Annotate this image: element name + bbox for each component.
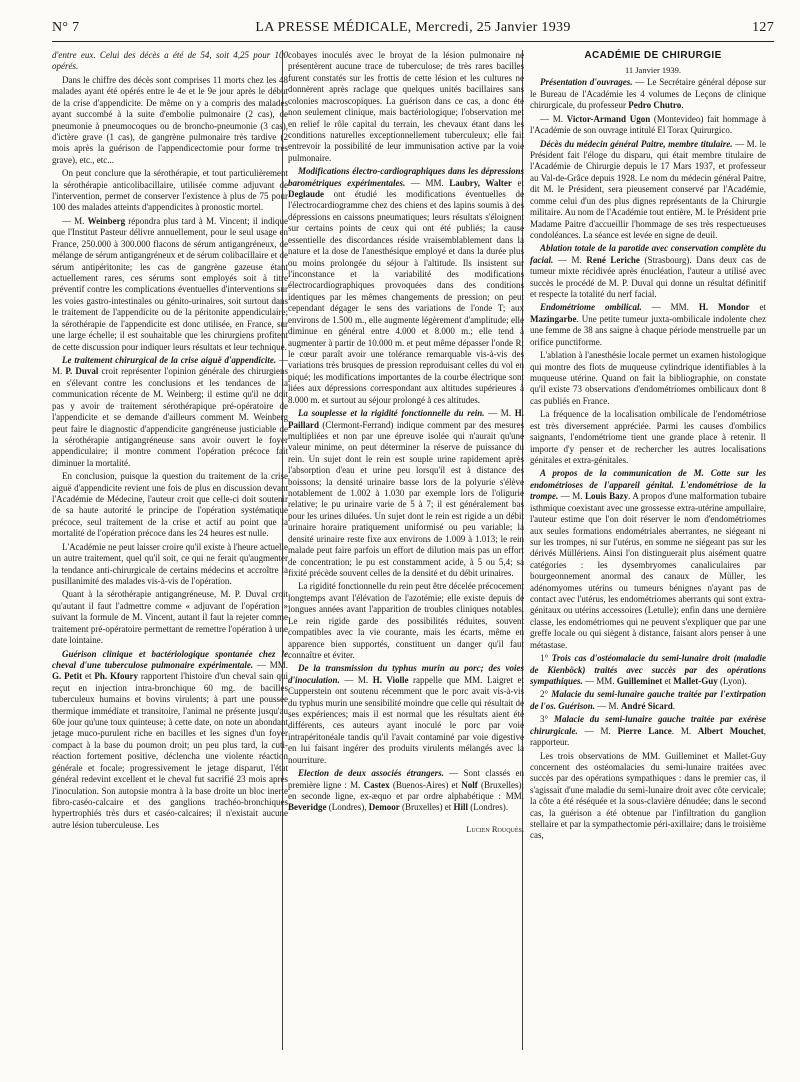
text-run: — M. xyxy=(553,254,587,265)
text-run: (Bruxelles) et xyxy=(399,802,454,813)
paragraph xyxy=(288,50,524,164)
text-run: 11 Janvier 1939. xyxy=(624,64,682,75)
text-run: — M. xyxy=(540,113,567,124)
paragraph xyxy=(288,166,524,406)
author-name: André Sicard xyxy=(621,700,673,711)
text-run: , rapporteur. xyxy=(530,725,766,748)
text-run: — Sont classés en première ligne : M. xyxy=(288,768,524,790)
text-run: (Lyon). xyxy=(717,675,747,686)
issue-number: N° 7 xyxy=(52,20,80,35)
paragraph xyxy=(288,408,524,579)
author-name: H. Mondor xyxy=(698,302,750,313)
text-run: — MM. xyxy=(253,659,288,670)
paragraph xyxy=(52,216,288,353)
author-name: Demoor xyxy=(368,802,400,813)
author-name: Pedro Chutro xyxy=(628,100,682,111)
text-run: — M. xyxy=(484,408,515,419)
paragraph xyxy=(530,139,766,242)
paragraph xyxy=(530,653,766,687)
author-name: H. Paillard xyxy=(288,408,524,430)
section-heading xyxy=(530,50,766,63)
paragraph xyxy=(288,768,524,814)
author-name: Beveridge xyxy=(288,802,327,813)
paragraph xyxy=(288,663,524,766)
paragraph xyxy=(530,302,766,348)
text-run: — MM. xyxy=(582,675,617,686)
text-run: et xyxy=(82,671,95,682)
text-run: ACADÉMIE DE CHIRURGIE xyxy=(584,50,722,61)
text-run: L'Académie ne peut laisser croire qu'il existe à l'heure actuelle un autre traitement, quel qu'il soit, ce qui ne ferait qu'augmenter la tendance anti-chirurgicale de certains médecins et accroître la pusillanimité des malades vis-à-vis de l'opération. xyxy=(52,541,288,586)
author-name: Louis Bazy xyxy=(585,491,629,502)
paragraph xyxy=(52,471,288,540)
paragraph xyxy=(530,243,766,300)
author-name: René Leriche xyxy=(586,254,640,265)
text-run: Quant à la sérothérapie antigangréneuse, M. P. Duval croit qu'autant il faut l'admettre comme « adjuvant de l'opération » suivant la formule de M. Vincent, autant il faut la rejeter comme traitement pré-opératoire permettant de remettre l'opération à une date lointaine. xyxy=(52,589,288,646)
text-run: . xyxy=(681,100,684,111)
paragraph xyxy=(52,355,288,469)
text-run: Dans le chiffre des décès sont comprises 11 morts chez les 48 malades ayant été opérés entre le 4e et le 9e jour après le début de la crise d'appendicite. De même on y a compris des malades ayant succombé à la suite d'embolie pulmonaire (2 cas), de pneumonie à pneumocoques ou de broncho-pneumonie (3 cas), d'ictère grave (1 cas), de gangrène pulmonaire très tardive (2 mois après la guérison de l'appendicectomie pour forme très grave), etc., etc... xyxy=(52,74,288,165)
author-name: Hill xyxy=(453,802,468,813)
article-title: Présentation d'ouvrages. xyxy=(540,77,633,88)
text-run: et xyxy=(749,302,766,313)
text-run: — MM. xyxy=(641,302,699,313)
article-title: Malacie du semi-lunaire gauche traitée par l'extirpation de l'os. Guérison. xyxy=(530,689,766,711)
text-run: — Le Secrétaire général dépose sur le Bureau de l'Académie les 4 volumes de Leçons de clinique chirurgicale, du professeur xyxy=(530,77,766,111)
paragraph xyxy=(530,751,766,842)
paragraph xyxy=(52,75,288,166)
article-title: Guérison clinique et bactériologique spontanée chez le cheval d'une tuberculose pulmonaire expérimentale. xyxy=(52,648,288,670)
header-rule xyxy=(52,41,774,42)
text-run: . xyxy=(672,700,676,711)
text-run: cobayes inoculés avec le broyat de la lésion pulmonaire ne présentèrent aucune trace de tuberculose; de très rares bacilles furent constatés sur les frottis de cette lésion et les cultures ne donnèrent après raclage que quelques unités bacillaires sans colonies macroscopiques. La guérison dans ce cas, a donc été non seulement clinique, mais bactériologique; l'observation met en relief le rôle capital du terrain, les chevaux étant dans les conditions naturelles exceptionnellement tuberculeux; elle fait entrevoir la possibilité de leur immunisation active par la voie pulmonaire. xyxy=(288,50,524,163)
article-title: Décès du médecin général Paitre, membre titulaire. xyxy=(540,138,733,149)
column-right xyxy=(530,50,766,844)
column-left xyxy=(52,50,288,833)
author-name: Deglaude xyxy=(288,189,324,200)
text-run: rapportent l'histoire d'un cheval sain qui reçut en injection intra-bronchique 60 mg. de bacilles tuberculeux humains et bovins virulents; à part une poussée thermique immédiate et transitoire, l'animal ne présente jusqu'au 60e jour qu'une toux quinteuse; à cette date, on note un abondant jetage muco-purulent riche en bacilles et les signes d'un foyer compact à la base du poumon droit; un peu plus tard, la cuti-réaction fortement positive, déclencha une violente réaction générale et focale; progressivement le jetage disparut, l'état général redevint excellent et le cheval fut sacrifié 23 mois après l'inoculation. Son autopsie montra à la base droite un bloc inerte fibro-caséo-calcaire et des ganglions trachéo-bronchiques hypertrophiés très durs et caséo-calcaires; il n'existait aucune autre lésion tuberculeuse. Les xyxy=(52,671,288,830)
text-run: — M. xyxy=(595,700,622,711)
section-date xyxy=(530,65,766,76)
column-middle xyxy=(288,50,524,837)
text-run: . A propos d'une malformation tubaire isthmique coexistant avec une grossesse extra-utérine ampullaire, l'auteur estime que l'on doit réserver le nom d'endométriomes aux seules formations endométriales aberrantes, ne siégeant ni sur les trompes, ni sur l'utérus, en somme ne siégeant pas sur les dérivés Müllériens. Ainsi l'on distinguerait plus aisément quatre catégories : les dysembryomes canaliculaires par bourgeonnement anormal des canaux de Müller, les adénomyomes utérins ou tumeurs bénignes n'ayant pas de contact avec l'utérus, les endométriomes aberrants qui sont extra-génitaux ou utérins accessoires (Letulle); enfin dans une dernière classe, les endométriomes qui ne peuvent s'expliquer que par une greffe locale ou qui siègent à distance, faisant alors penser à une métastase. xyxy=(530,491,766,650)
paragraph xyxy=(52,542,288,588)
author-name: Victor-Armand Ugon xyxy=(566,113,651,124)
author-name: Weinberg xyxy=(87,215,129,226)
paragraph xyxy=(530,409,766,466)
paragraph xyxy=(52,168,288,214)
article-title: Endométriome ombilical. xyxy=(540,302,642,313)
author-name: Pierre Lance xyxy=(617,725,672,736)
text-run: (Strasbourg). Dans deux cas de tumeur mixte récidivée après énucléation, l'auteur a utilisé avec succès le procédé de M. P. Duval qui donne un résultat définitif et respecte la totalité du nerf facial. xyxy=(530,254,766,300)
text-run: (Montevideo) fait hommage à l'Académie de son ouvrage intitulé El Torax Quirurgico. xyxy=(530,113,766,136)
text-run: — M. xyxy=(577,725,618,736)
author-name: Ph. Kfoury xyxy=(94,671,139,682)
text-run: . M. xyxy=(671,725,698,736)
page-number: 127 xyxy=(752,20,774,35)
text-run: 2° xyxy=(540,689,552,700)
text-run: — MM. xyxy=(405,177,450,188)
text-run: (Londres), xyxy=(326,802,369,813)
text-run: L'ablation à l'anesthésie locale permet un examen histologique qui montre des flots de muqueuse cylindrique identifiables à la muqueuse utérine. Quand on fait la bibliographie, on constate qu'il existe 73 observations d'endométriomes ombilicaux dont 8 cas publiés en France. xyxy=(530,350,766,406)
paragraph xyxy=(288,581,524,661)
text-run: ont étudié les modifications éventuelles de l'électrocardiogramme chez des chiens et des lapins soumis à des dépressions en caissons pneumatiques; leurs résultats s'éloignent sur certains points de ceux qui ont été publiés; la cause essentielle des discordances réside vraisemblablement dans la nature et la dose de l'anesthésique employé et dans la durée plus ou moins prolongée du séjour à l'altitude. Ils insistent sur l'inconstance et la variabilité des modifications électrocardiographiques provoquées dans des conditions identiques par les mêmes changements de pression; on peut cependant dégager le sens des variations de l'onde T; aux environs de 1.500 m., elle augmente légèrement d'amplitude; elle diminue en général entre 4.000 et 8.000 m.; elle tend à augmenter à partir de 10.000 m. et peut même dépasser l'onde R; le cœur paraît avoir une tolérance remarquable vis-à-vis des variations très brusques de pression reproduisant celles du vol en piqué; les modifications importantes de la courbe électrique sont liées aux dépressions correspondant aux altitudes supérieures à 8.000 m. et surtout au séjour prolongé à ces altitudes. xyxy=(288,189,524,405)
text-run: — M. xyxy=(558,491,586,502)
article-title: La souplesse et la rigidité fonctionnelle du rein. xyxy=(298,408,485,419)
text-run: et xyxy=(511,177,524,188)
text-run: (Bruxelles); en seconde ligne, ex-æquo et par ordre alphabétique : MM. xyxy=(288,779,524,801)
text-run: répondra plus tard à M. Vincent; il indique que l'Institut Pasteur délivre annuellement, pour le seul usage en France, 250.000 à 300.000 flacons de sérum antigangréneux, de mélange de sérum antigangréneux et de sérum colibacillaire et de sérum antipéritonite; les cas de gangrène gazeuse étant actuellement rares, ces sérums sont employés soit à titre préventif contre les complications éventuelles d'interventions sur les voies gastro-intestinales ou génito-urinaires, soit surtout dans le traitement de l'appendicite ou de la péritonite appendiculaire; la sérothérapie de l'appendicite est donc utilisée, en France, sur une large échelle; il est souhaitable que les chirurgiens profitent de cette discussion pour indiquer leurs résultats et leur technique. xyxy=(52,215,288,352)
paragraph xyxy=(530,77,766,111)
paragraph xyxy=(52,589,288,646)
author-name: Mallet-Guy xyxy=(673,675,718,686)
article-title: Election de deux associés étrangers. xyxy=(298,768,444,779)
paragraph xyxy=(530,350,766,407)
article-title: Trois cas d'ostéomalacie du semi-lunaire droit (maladie de Kienböck) traités avec succès par des opérations sympathiques. xyxy=(530,653,766,686)
article-title: Ablation totale de la parotide avec conservation complète du facial. xyxy=(530,243,766,265)
text-run: En conclusion, puisque la question du traitement de la crise aiguë d'appendicite revient une fois de plus en discussion devant l'Académie de Médecine, l'auteur croit que celle-ci doit soutenir de sa haute autorité le principe de l'opération systématique précoce, seul traitement de la crise et actif au point que la mortalité de l'opération précoce dans les 24 heures est nulle. xyxy=(52,471,288,539)
paragraph xyxy=(52,50,288,73)
article-title: Modifications électro-cardiographiques dans les dépressions barométriques expérimentales. xyxy=(288,166,524,188)
text-run: (Buenos-Aires) et xyxy=(389,779,462,790)
text-run: (Clermont-Ferrand) indique comment par des mesures multipliées et non par une épreuve isolée qui n'aurait qu'une valeur minime, on peut déterminer la réserve de puissance du rein. Un sujet dont le rein est souple urine rapidement après l'absorption d'eau et urine peu lorsqu'il est à distance des boissons; la densité urinaire basse lors de la polyurie s'élève notablement de 1.002 à 1.030 par exemple lors de l'oligurie relative; le pu urinaire varie de 5 à 7; il est généralement bas pour les urines diluées. Un sujet dont le rein est rigide a un débit urinaire horaire pratiquement uniformisé ou peu variable; la densité urinaire reste fixe aux environs de 1.009 à 1.013; le rein malade peut faire parfois un effort de dilution mais pas un effort de concentration; le pu est constamment acide, à 5 ou 5,4; sa fixité précède souvent celles de la densité et du débit urinaires. xyxy=(288,419,524,578)
text-run: et xyxy=(662,675,674,686)
paragraph xyxy=(530,468,766,651)
text-run: — M. xyxy=(339,674,373,685)
article-title: De la transmission du typhus murin au porc; des voies d'inoculation. xyxy=(288,663,524,685)
journal-title: LA PRESSE MÉDICALE, Mercredi, 25 Janvier 1939 xyxy=(255,20,571,35)
author-name: H. Violle xyxy=(372,674,409,685)
author-name: Albert Mouchet xyxy=(697,725,764,736)
text-run: La fréquence de la localisation ombilicale de l'endométriose est très diversement appréciée. Parmi les causes d'ombilics saignants, l'endométriome tient une grande place à retenir. Il importe d'y penser et de rechercher les autres localisations génitales et extra-génitales. xyxy=(530,409,766,465)
paragraph xyxy=(52,649,288,832)
author-name: P. Duval xyxy=(65,366,99,377)
author-name: G. Petit xyxy=(52,671,83,682)
author-name: Guilleminet xyxy=(616,675,663,686)
text-run: — M. xyxy=(62,215,88,226)
article-title: A propos de la communication de M. Cotte sur les endométrioses de l'appareil génital. L'endométriose de la trompe. xyxy=(530,468,766,502)
text-run: Les trois observations de MM. Guilleminet et Mallet-Guy concernent des ostéomalacies du semi-lunaire traitées avec succès par des opérations sympathiques : dans le premier cas, il s'agissait d'une maladie du semi-lunaire droit avec côte cervicale; la côte a été réséquée et la sous-clavière dénudée; dans le second cas, la guérison a été obtenue par l'infiltration du ganglion stellaire et par la sympathectomie péri-axillaire; dans le troisième cas, xyxy=(530,750,766,841)
article-title: Le traitement chirurgical de la crise aiguë d'appendicite. xyxy=(62,354,277,365)
text-run: 1° xyxy=(540,653,552,664)
text-run: — M. le Président fait l'éloge du disparu, qui était membre titulaire de l'Académie de Chirurgie depuis le 17 Mars 1937, et professeur au Val-de-Grâce depuis 1928. Le nom du médecin général Paitre, dit M. le Président, sera pieusement conservé par l'Académie, comme celui d'un des plus dignes représentants de la Chirurgie militaire. Au nom de l'Académie tout entière, M. le Président prie Madame Paitre d'accueillir l'hommage de ses très respectueuses condoléances. La séance est levée en signe de deuil. xyxy=(530,138,766,240)
paragraph xyxy=(530,689,766,712)
text-run: La rigidité fonctionnelle du rein peut être décelée précocement longtemps avant l'élévation de l'azotémie; elle existe depuis de longues années avant l'apparition de troubles cliniques notables. Le rein rigide garde des possibilités réduites, souvent compatibles avec la vie courante, mais les écarts, même en apparence bien supportés, constituent un danger qu'il faut connaître et éviter. xyxy=(288,581,524,660)
text-run: — M. xyxy=(52,354,289,377)
text-run: . Une petite tumeur juxta-ombilicale indolente chez une femme de 38 ans saigne à chaque période menstruelle par un orifice punctiforme. xyxy=(530,313,766,347)
paragraph xyxy=(530,114,766,137)
text-run: (Londres). xyxy=(468,802,508,813)
text-run: croit représenter l'opinion générale des chirurgiens en s'élevant contre les conclusions et les tendances de la communication récente de M. Weinberg; il estime qu'il ne doit pas y avoir de traitement sérothérapique pré-opératoire de l'appendicite et se demande d'ailleurs comment M. Weinberg peut faire le diagnostic d'appendicite gangréneuse justiciable de la sérothérapie antigangréneuse sans avoir ouvert le foyer appendiculaire; il montre comment l'opération précoce fait diminuer la mortalité. xyxy=(52,366,288,468)
author-name: Castex xyxy=(363,779,390,790)
author-name: Nolf xyxy=(461,779,478,790)
text-run: d'entre eux. Celui des décès a été de 54, soit 4,25 pour 100 opérés. xyxy=(52,50,288,72)
author-name: Mazingarbe xyxy=(530,313,577,324)
text-run: 3° xyxy=(540,714,554,725)
author-name: Laubry, Walter xyxy=(449,177,512,188)
text-run: On peut conclure que la sérothérapie, et tout particulièrement la sérothérapie anticolibacillaire, utilisée comme adjuvant de l'intervention, permet de conserver l'existence à plus de 75 pour 100 des malades atteints d'appendicites à pronostic mortel. xyxy=(52,168,288,213)
paragraph xyxy=(530,714,766,748)
text-run: rappelle que MM. Laigret et Cupperstein ont soutenu récemment que le porc avait vis-à-vis du typhus murin une sensibilité moindre que celle qui résultait de ses expériences; mais il est normal que les résultats aient été différents, ces auteurs ayant inoculé le porc par voie intrapéritonéale tandis qu'il l'avait contaminé par voie digestive en lui faisant ingérer des produits virulents mélangés avec la nourriture. xyxy=(288,674,524,765)
author-signature xyxy=(288,824,524,835)
article-title: Malacie du semi-lunaire gauche traitée par exérèse chirurgicale. xyxy=(530,714,766,736)
text-run: Lucien Rouquès. xyxy=(466,823,524,834)
page-header xyxy=(52,20,774,42)
